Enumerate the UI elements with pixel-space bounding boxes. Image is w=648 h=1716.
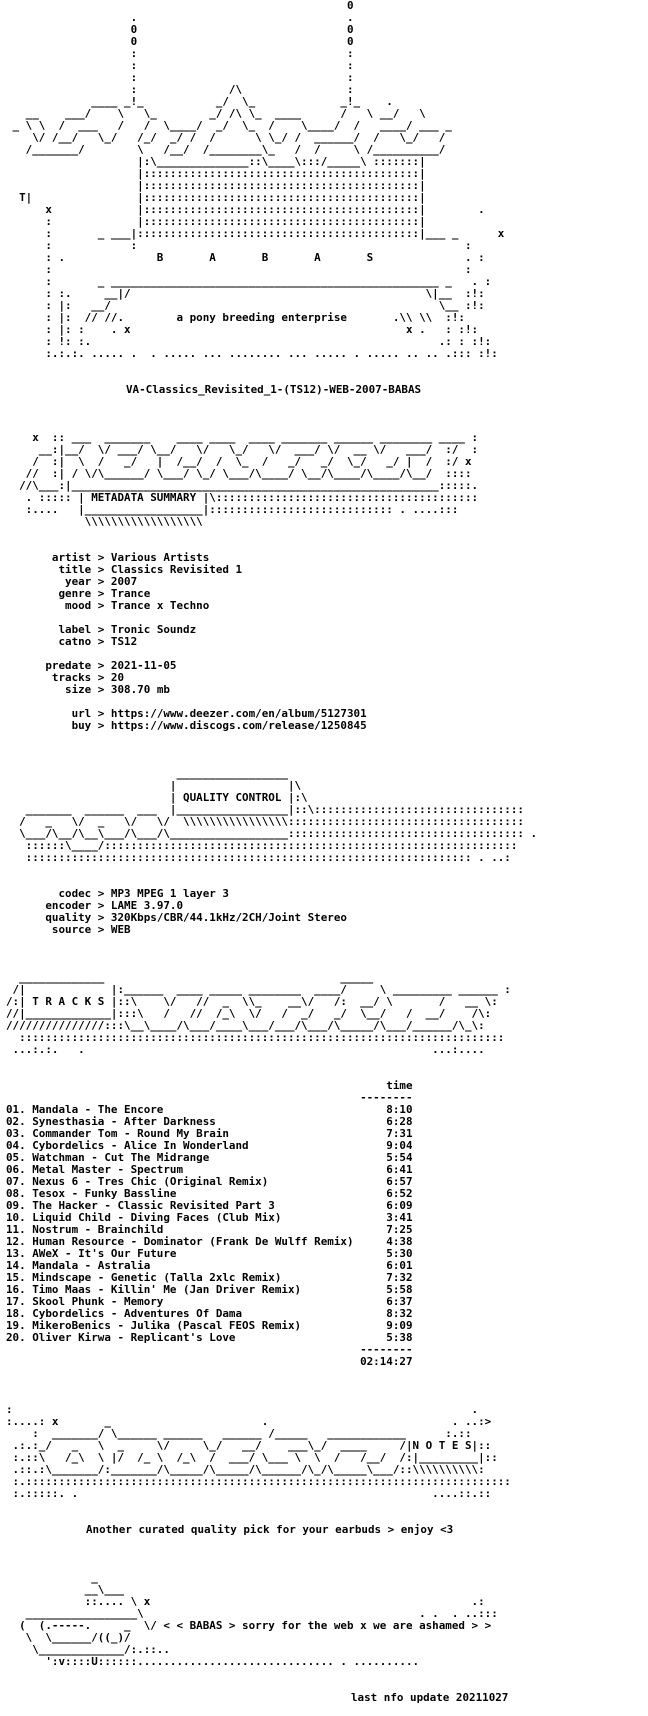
field-value: https://www.discogs.com/release/1250845 xyxy=(110,719,367,732)
track-name: 20. Oliver Kirwa - Replicant's Love xyxy=(6,1331,387,1344)
notes-banner: : . :....: x _ . . ..:> : _______/ \______ ______ ______ /_____ ____________ :.:: .:.:_/ _ \ _ \/ \_/ __/ ___\_/ ____ /|N O T E S|:: :.::\ /_\ \ |/ /_ \ /_\ / ___/ \___ \ \ / /__/ /:|_________|:: .::.:\_______/:_______/\_____/\_____/\______/\_/\_____\___/::\\\\\\\\\\: :.:::::::::::::::::::::::::::::::::::::::::::::::::::::::::::::::::::::::::: :.:::::. . ....::.:: xyxy=(6,1403,511,1500)
track-time: 6:52 xyxy=(386,1187,413,1200)
track-name: 04. Cybordelics - Alice In Wonderland xyxy=(6,1139,387,1152)
track-name: 14. Mandala - Astralia xyxy=(6,1259,387,1272)
release-name: VA-Classics_Revisited_1-(TS12)-WEB-2007-BABAS xyxy=(126,383,422,396)
track-name: 16. Timo Maas - Killin' Me (Jan Driver Remix) xyxy=(6,1283,387,1296)
field-key: encoder > xyxy=(6,899,111,912)
field-key: quality > xyxy=(6,911,111,924)
track-time: 6:28 xyxy=(386,1115,413,1128)
track-time: 8:32 xyxy=(386,1307,413,1320)
track-time: 6:01 xyxy=(386,1259,413,1272)
field-key: artist > xyxy=(6,551,111,564)
field-value: MP3 MPEG 1 layer 3 xyxy=(110,887,229,900)
field-key: url > xyxy=(6,707,111,720)
nfo-document xyxy=(6,0,537,1704)
tracks-banner: _____________ _____ /| |:______ ____ _____ ________ ____/ \ _________ ______ : /:| T R A C K S |::\ \/ // _ \\_ __\/ /: __/ \ / __ \: //|_____________|:::\ / // /_\ \/ / _/ _/ \__/ / __/ /\: ///////////////:::\__\____/\___/____\___/___/\___/\_____/\___/______/\_\: :::::::::::::::::::::::::::::::::::::::::::::::::::::::::::::::::::::::::: ...:.:. . ...:.... xyxy=(6,971,511,1056)
last-update: last nfo update 20211027 xyxy=(351,1691,509,1704)
quality-fields xyxy=(6,888,537,936)
field-value: 320Kbps/CBR/44.1kHz/2CH/Joint Stereo xyxy=(110,911,347,924)
track-name: 01. Mandala - The Encore xyxy=(6,1103,387,1116)
track-time: 6:41 xyxy=(386,1163,413,1176)
track-name: 19. MikeroBenics - Julika (Pascal FEOS Remix) xyxy=(6,1319,387,1332)
track-time: 7:31 xyxy=(386,1127,413,1140)
track-time: 9:04 xyxy=(386,1139,413,1152)
field-value: Trance xyxy=(110,587,151,600)
track-time: 8:10 xyxy=(386,1103,413,1116)
field-value: Trance x Techno xyxy=(110,599,210,612)
time-column-header: time -------- xyxy=(360,1079,413,1104)
header-ascii-art: 0 . . 0 0 0 0 : : : : : : : /\ : ____ _!_ _/ \_ _!_ . __ ___/ \ \_ _/ /\ \_ ____ / \ __/ \ _ \ \ / ___ / / \____/ _/ \_ / \____/ / ____/ ___ _ \/ /__/ \_/ /_/ _/ / / \ \_/ / ______/ / \_/ / /_______/ \ /__/ /________\_ / / \ /__________/ |:\______________::\____\:::/_____\ :::::::| |::::::::::::::::::::::::::::::::::::::::::| |::::::::::::::::::::::::::::::::::::::::::| T| |::::::::::::::::::::::::::::::::::::::::::| x |::::::::::::::::::::::::::::::::::::::::::| . : |::::::::::::::::::::::::::::::::::::::::::| : _ ___|:::::::::::::::::::::::::::::::::::::::::::|___ _ x : : : : . B A B A S . : : : : _ __________________________________________________ _ . : : :. __|/ \|__ :!: : |: __/ \__ :!: : |: // //. a pony breeding enterprise .\\ \\ :!: : |: : . x x . : :!: : !: :. .: : :!: :.:.:. ..... . . ..... ... ........ ... ..... . ..... .. .. .::: :!: xyxy=(12,0,505,360)
track-name: 07. Nexus 6 - Tres Chic (Original Remix) xyxy=(6,1175,387,1188)
track-list xyxy=(6,1080,537,1368)
track-name: 06. Metal Master - Spectrum xyxy=(6,1163,387,1176)
field-value: 2007 xyxy=(110,575,138,588)
field-key: buy > xyxy=(6,719,111,732)
track-name: 05. Watchman - Cut The Midrange xyxy=(6,1151,387,1164)
track-time: 5:58 xyxy=(386,1283,413,1296)
field-key: catno > xyxy=(6,635,111,648)
field-key: year > xyxy=(6,575,111,588)
field-key: title > xyxy=(6,563,111,576)
field-key: source > xyxy=(6,923,111,936)
field-row xyxy=(6,924,537,936)
track-time: 6:37 xyxy=(386,1295,413,1308)
track-time: 7:32 xyxy=(386,1271,413,1284)
track-time: 5:38 xyxy=(386,1331,413,1344)
track-time: 6:57 xyxy=(386,1175,413,1188)
field-value: LAME 3.97.0 xyxy=(110,899,184,912)
metadata-fields xyxy=(6,552,537,732)
track-name: 09. The Hacker - Classic Revisited Part 3 xyxy=(6,1199,387,1212)
field-value: 2021-11-05 xyxy=(110,659,177,672)
track-name: 10. Liquid Child - Diving Faces (Club Mix) xyxy=(6,1211,387,1224)
track-time: 4:38 xyxy=(386,1235,413,1248)
track-time: 9:09 xyxy=(386,1319,413,1332)
track-name: 18. Cybordelics - Adventures Of Dama xyxy=(6,1307,387,1320)
field-value: Various Artists xyxy=(110,551,210,564)
field-key: tracks > xyxy=(6,671,111,684)
track-time: 6:09 xyxy=(386,1199,413,1212)
track-time: 5:54 xyxy=(386,1151,413,1164)
track-name: 13. AWeX - It's Our Future xyxy=(6,1247,387,1260)
field-row xyxy=(6,684,537,696)
field-value: TS12 xyxy=(110,635,138,648)
track-name: 17. Skool Phunk - Memory xyxy=(6,1295,387,1308)
field-value: WEB xyxy=(110,923,131,936)
quality-banner: _________________ | |\ | QUALITY CONTROL |:\ _______ ______ ___ |_________________|::\:::::::::::::::::::::::::::::::: / _ \/ _ \/ \/ \\\\\\\\\\\\\\\\:::::::::::::::::::::::::::::::::::: \___/\__/\__\___/\___/\__________________:::::::::::::::::::::::::::::::::::: . ::::::\____/::::::::::::::::::::::::::::::::::::::::::::::::::::::::::::::: :::::::::::::::::::::::::::::::::::::::::::::::::::::::::::::::::::: . ..: xyxy=(19,767,538,864)
track-name: 03. Commander Tom - Round My Brain xyxy=(6,1127,387,1140)
field-value: https://www.deezer.com/en/album/5127301 xyxy=(110,707,367,720)
field-value: 20 xyxy=(110,671,125,684)
field-key: codec > xyxy=(6,887,111,900)
footer-ascii-art: _ __\___ ::.... \ x .: _________________\ . . . ..::: ( (.-----. _ \/ < < BABAS > sorry for the web x we are ashamed > > \ \______/((_)/ \_____________/:.::.. ':v::::U::::::.............................. . .......... xyxy=(19,1571,498,1668)
field-value: 308.70 mb xyxy=(110,683,170,696)
track-name: 08. Tesox - Funky Bassline xyxy=(6,1187,387,1200)
field-value: Tronic Soundz xyxy=(110,623,197,636)
track-time: 5:30 xyxy=(386,1247,413,1260)
field-key: label > xyxy=(6,623,111,636)
track-time: 7:25 xyxy=(386,1223,413,1236)
total-time: -------- 02:14:27 xyxy=(360,1343,413,1368)
track-name: 15. Mindscape - Genetic (Talla 2xlc Remix) xyxy=(6,1271,387,1284)
field-key: predate > xyxy=(6,659,111,672)
field-row xyxy=(6,636,537,648)
notes-text: Another curated quality pick for your earbuds > enjoy <3 xyxy=(86,1523,454,1536)
metadata-banner: x :: ___ _______ ____ ____ ____ _______ ______ ________ ____ : __:|__/ \/ ___/ \__/ \/ \_/ \/ ___/ \/ __ \/ ___/ :/ : / :| \ / _/ | /__/ / \_ / _/ _/ \_/ _/ | / :/ x // :| / \/\______/ \___/ \_/ \___/\____/ \__/\____/\____/\__/ :::: //\___:|________________________________________________________:::::. . ::::: | METADATA SUMMARY |\:::::::::::::::::::::::::::::::::::::::: :.... |__________________|:::::::::::::::::::::::::::: . ....::: \\\\\\\\\\\\\\\\\\ xyxy=(19,431,479,528)
track-name: 11. Nostrum - Brainchild xyxy=(6,1223,387,1236)
field-key: size > xyxy=(6,683,111,696)
track-time: 3:41 xyxy=(386,1211,413,1224)
field-value: Classics Revisited 1 xyxy=(110,563,243,576)
field-key: genre > xyxy=(6,587,111,600)
field-key: mood > xyxy=(6,599,111,612)
field-row xyxy=(6,720,537,732)
field-row xyxy=(6,600,537,612)
track-name: 12. Human Resource - Dominator (Frank De Wulff Remix) xyxy=(6,1235,387,1248)
track-name: 02. Synesthasia - After Darkness xyxy=(6,1115,387,1128)
